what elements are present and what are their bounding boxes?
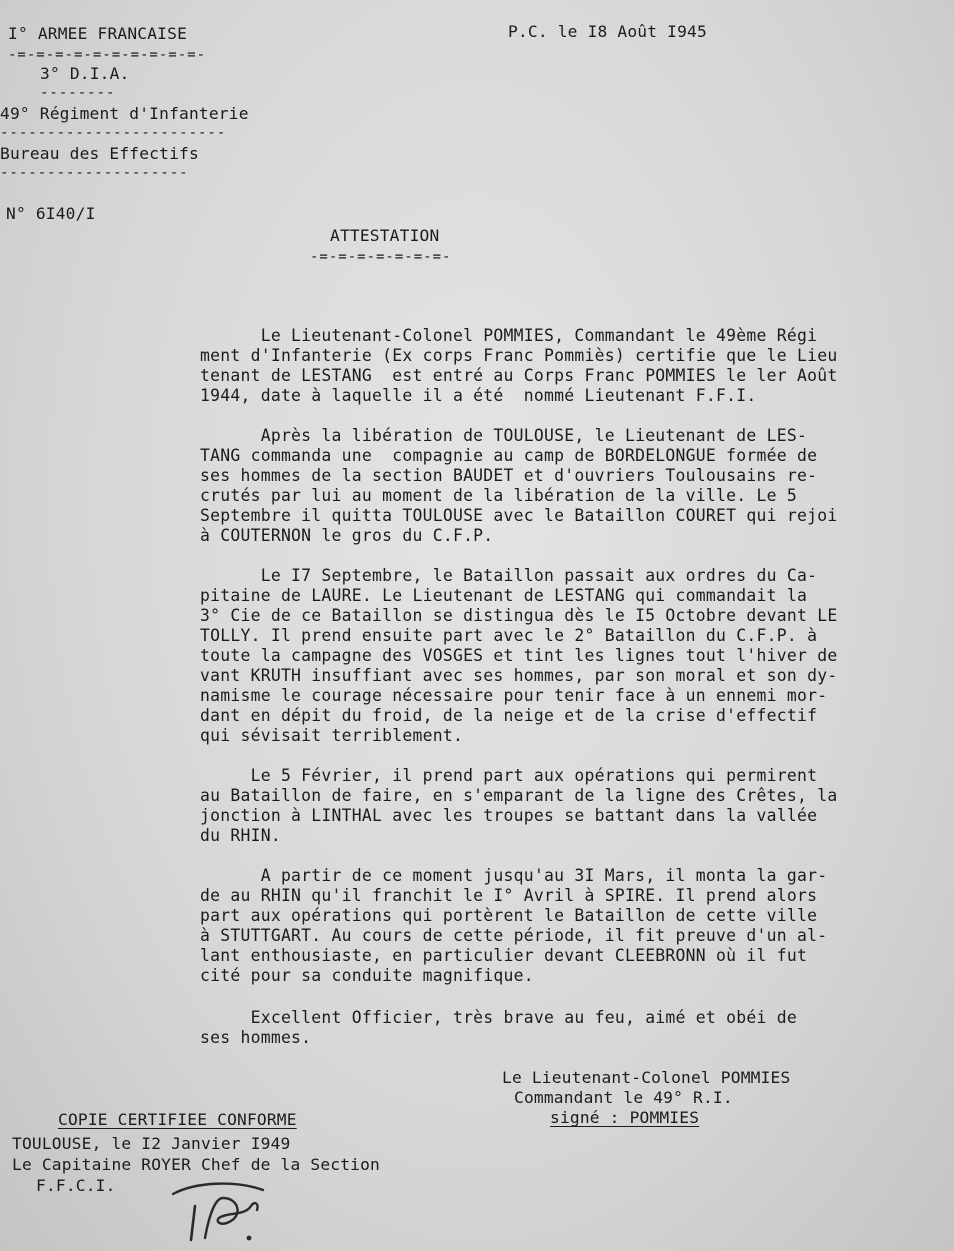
body-p1-line: tenant de LESTANG est entré au Corps Franc POMMIES le ler Août [200, 366, 838, 385]
body-p4-line: au Bataillon de faire, en s'emparant de la ligne des Crêtes, la [200, 786, 838, 805]
certification-title: COPIE CERTIFIEE CONFORME [58, 1110, 297, 1129]
signatory-role: Commandant le 49° R.I. [514, 1088, 733, 1107]
body-p3-line: TOLLY. Il prend ensuite part avec le 2° Bataillon du C.F.P. à [200, 626, 818, 645]
body-p3-line: 3° Cie de ce Bataillon se distingua dès le I5 Octobre devant LE [200, 606, 838, 625]
body-p2-line: Septembre il quitta TOULOUSE avec le Bataillon COURET qui rejoi [200, 506, 838, 525]
body-p3-line: toute la campagne des VOSGES et tint les lignes tout l'hiver de [200, 646, 838, 665]
body-p3-line: Le I7 Septembre, le Bataillon passait aux ordres du Ca- [200, 566, 818, 585]
signatory-title: Le Lieutenant-Colonel POMMIES [502, 1068, 791, 1087]
signed-by: signé : POMMIES [550, 1108, 700, 1127]
document-title: ATTESTATION [330, 226, 440, 245]
division-label: 3° D.I.A. [40, 64, 130, 83]
header-separator-2: -------- [40, 85, 116, 101]
header-separator-4: -------------------- [0, 165, 189, 181]
body-p1-line: ment d'Infanterie (Ex corps Franc Pommiès) certifie que le Lieu [200, 346, 838, 365]
title-separator: -=-=-=-=-=-=-=- [310, 249, 452, 265]
body-p1-line: Le Lieutenant-Colonel POMMIES, Commandant le 49ème Régi [200, 326, 818, 345]
body-p3-line: namisme le courage nécessaire pour tenir face à un ennemi mor- [200, 686, 828, 705]
body-p6-line: Excellent Officier, très brave au feu, aimé et obéi de [200, 1008, 797, 1027]
body-p5-line: cité pour sa conduite magnifique. [200, 966, 534, 985]
body-p6-line: ses hommes. [200, 1028, 312, 1047]
body-p3-line: vant KRUTH insuffiant avec ses hommes, par son moral et son dy- [200, 666, 838, 685]
certification-date: TOULOUSE, le I2 Janvier I949 [12, 1134, 291, 1153]
certification-unit: F.F.C.I. [36, 1176, 116, 1195]
place-date: P.C. le I8 Août I945 [508, 22, 707, 41]
body-p2-line: à COUTERNON le gros du C.F.P. [200, 526, 494, 545]
bureau-label: Bureau des Effectifs [0, 144, 199, 163]
body-p3-line: pitaine de LAURE. Le Lieutenant de LESTANG qui commandait la [200, 586, 808, 605]
header-separator-1: -=-=-=-=-=-=-=-=-=-=- [8, 47, 207, 63]
body-p5-line: à STUTTGART. Au cours de cette période, il fit preuve d'un al- [200, 926, 828, 945]
body-p3-line: dant en dépit du froid, de la neige et de la crise d'effectif [200, 706, 818, 725]
body-p2-line: Après la libération de TOULOUSE, le Lieutenant de LES- [200, 426, 808, 445]
body-p5-line: de au RHIN qu'il franchit le I° Avril à SPIRE. Il prend alors [200, 886, 818, 905]
body-p4-line: du RHIN. [200, 826, 281, 845]
body-p4-line: Le 5 Février, il prend part aux opérations qui permirent [200, 766, 818, 785]
handwritten-signature [165, 1176, 275, 1248]
certification-officer: Le Capitaine ROYER Chef de la Section [12, 1155, 380, 1174]
body-p5-line: lant enthousiaste, en particulier devant CLEEBRONN où il fut [200, 946, 808, 965]
body-p5-line: A partir de ce moment jusqu'au 3I Mars, il monta la gar- [200, 866, 828, 885]
body-p2-line: TANG commanda une compagnie au camp de BORDELONGUE formée de [200, 446, 818, 465]
header-separator-3: ------------------------ [0, 125, 227, 141]
body-p2-line: crutés par lui au moment de la libération de la ville. Le 5 [200, 486, 797, 505]
regiment-label: 49° Régiment d'Infanterie [0, 104, 249, 123]
body-p3-line: qui sévisait terriblement. [200, 726, 464, 745]
body-p2-line: ses hommes de la section BAUDET et d'ouvriers Toulousains re- [200, 466, 818, 485]
body-p4-line: jonction à LINTHAL avec les troupes se battant dans la vallée [200, 806, 818, 825]
body-p1-line: 1944, date à laquelle il a été nommé Lieutenant F.F.I. [200, 386, 757, 405]
reference-number: N° 6I40/I [6, 204, 96, 223]
body-p5-line: part aux opérations qui portèrent le Bataillon de cette ville [200, 906, 818, 925]
army-heading: I° ARMEE FRANCAISE [8, 24, 188, 43]
